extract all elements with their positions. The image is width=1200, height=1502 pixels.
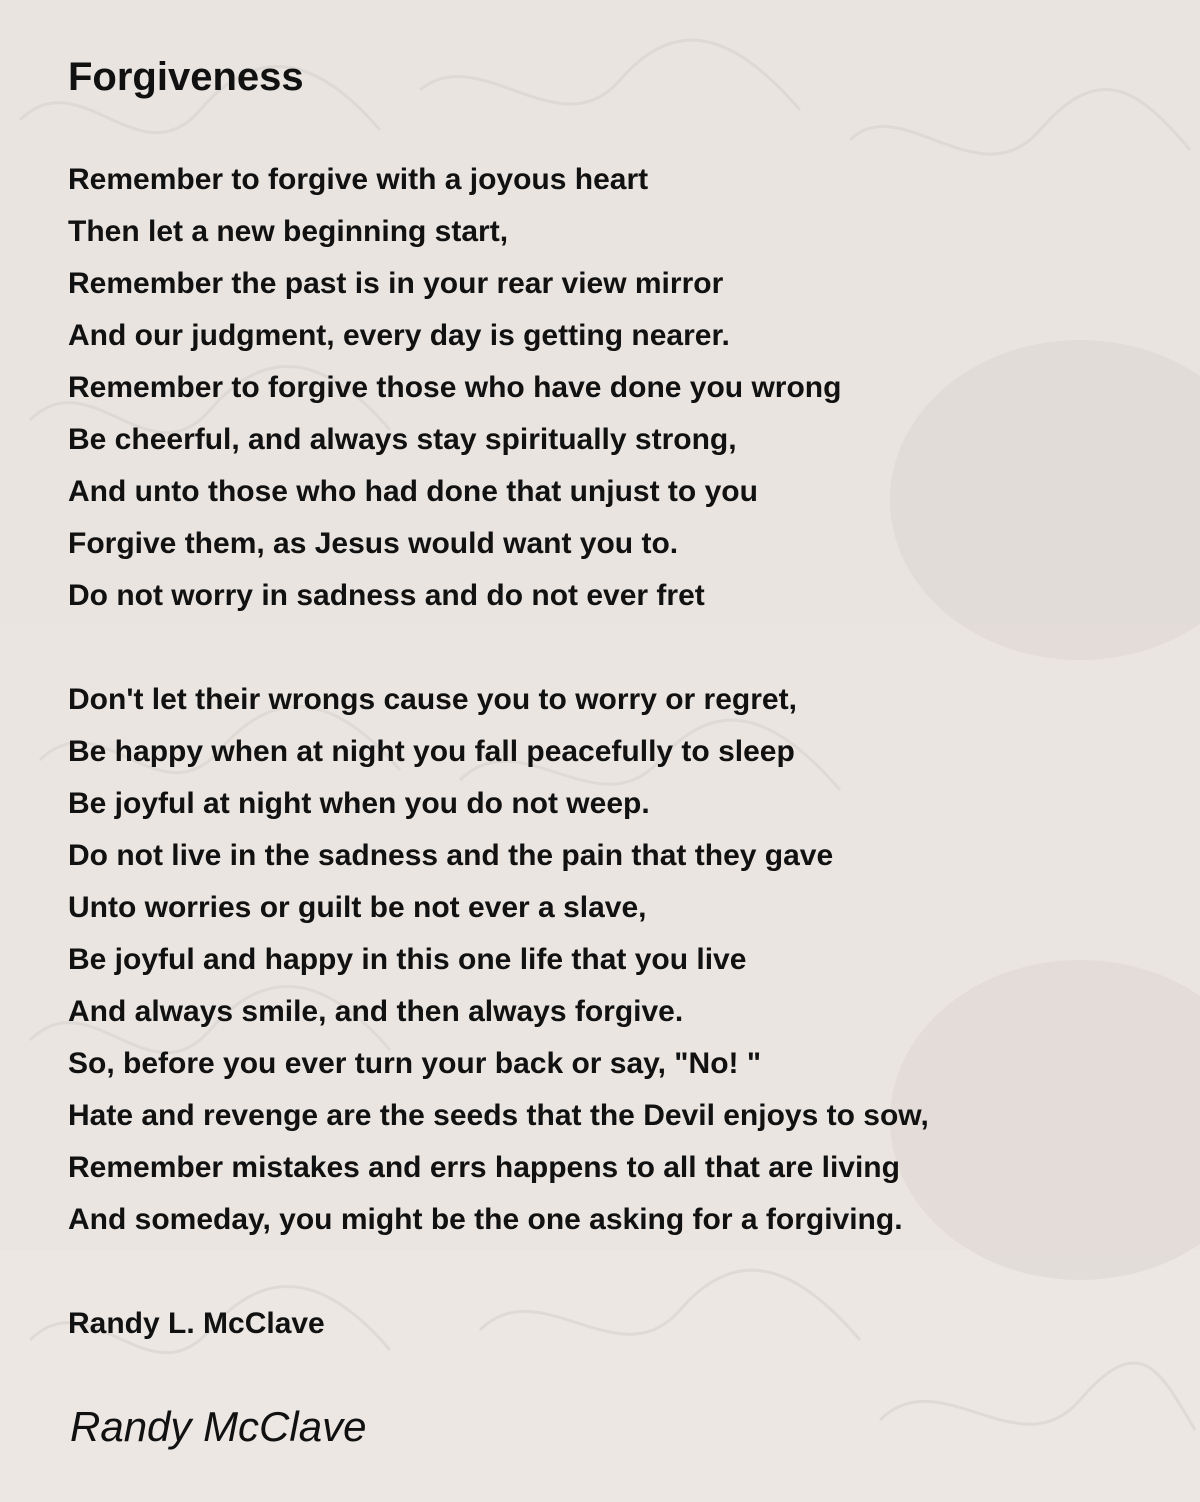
- poem-line: Forgive them, as Jesus would want you to.: [68, 527, 679, 560]
- poem-line: So, before you ever turn your back or say, "No! ": [68, 1047, 762, 1080]
- poem-line: Remember mistakes and errs happens to all that are living: [68, 1151, 900, 1184]
- poem-line: Then let a new beginning start,: [68, 215, 509, 248]
- poem-line: Remember to forgive with a joyous heart: [68, 163, 649, 196]
- poem-line: And our judgment, every day is getting nearer.: [68, 319, 730, 352]
- poem-line: Be joyful at night when you do not weep.: [68, 787, 650, 820]
- poem-line: And someday, you might be the one asking for a forgiving.: [68, 1203, 903, 1236]
- poem-line: Be cheerful, and always stay spiritually strong,: [68, 423, 737, 456]
- poem-line: Be joyful and happy in this one life that you live: [68, 943, 747, 976]
- stanza-2: [68, 674, 1168, 1246]
- poem-container: [68, 54, 1168, 1350]
- poem-line: And unto those who had done that unjust to you: [68, 475, 758, 508]
- poem-line: Hate and revenge are the seeds that the Devil enjoys to sow,: [68, 1099, 929, 1132]
- poem-line: Do not live in the sadness and the pain that they gave: [68, 839, 834, 872]
- poem-line: Remember the past is in your rear view mirror: [68, 267, 724, 300]
- poem-line: Do not worry in sadness and do not ever fret: [68, 579, 705, 612]
- author-signature: Randy McClave: [70, 1403, 367, 1450]
- stanza-1: [68, 154, 1168, 622]
- poem-line: Be happy when at night you fall peacefully to sleep: [68, 735, 795, 768]
- poem-line: Don't let their wrongs cause you to worry or regret,: [68, 683, 797, 716]
- poem-line: Unto worries or guilt be not ever a slave,: [68, 891, 647, 924]
- poem-title: Forgiveness: [68, 55, 304, 99]
- poem-line: Remember to forgive those who have done you wrong: [68, 371, 842, 404]
- poem-author: Randy L. McClave: [68, 1307, 325, 1340]
- poem-line: And always smile, and then always forgive.: [68, 995, 684, 1028]
